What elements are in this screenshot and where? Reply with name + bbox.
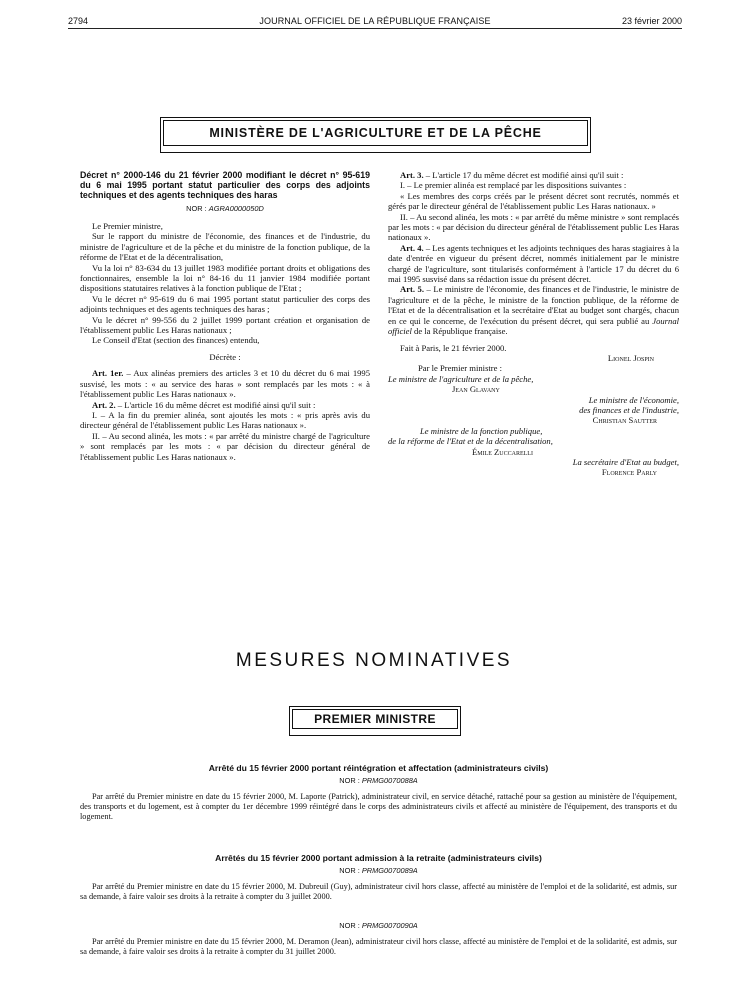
budget-role: La secrétaire d'Etat au budget, — [572, 456, 679, 467]
mesures-heading: MESURES NOMINATIVES — [235, 650, 513, 671]
page-number: 2794 — [68, 16, 89, 26]
done-at: Fait à Paris, le 21 février 2000. — [400, 342, 507, 353]
article-label: Art. 2. — [92, 399, 116, 410]
journal-title: JOURNAL OFFICIEL DE LA RÉPUBLIQUE FRANÇAISE — [259, 16, 491, 26]
arrete-body: Par arrêté du Premier ministre en date du 15 février 2000, M. Laporte (Patrick), administrateur civil, en service détaché, rattaché pour sa gestion au ministère de l'équipement, des transports et du logement, est à compter du 1er décembre 1999 réintégré dans le corps des administrateurs civils et affecté au ministère de l'équipement, des transports et du logement. — [80, 792, 677, 821]
page-header — [68, 12, 682, 28]
arrete-retraite-2 — [80, 918, 677, 957]
nor-code: AGRA0000050D — [208, 203, 264, 213]
eco-role: des finances et de l'industrie, — [579, 404, 679, 415]
article-label: Art. 4. — [400, 242, 424, 253]
fp-role: de la réforme de l'Etat et de la décentralisation, — [388, 436, 553, 447]
decree-nor — [80, 204, 370, 214]
ministry-heading-box — [160, 117, 591, 153]
decree-visa: Sur le rapport du ministre de l'économie, des finances et de l'industrie, du ministre de l'agriculture et de la pêche et du ministre de la fonction publique, de la réforme de l'Etat et de la décentralisation, — [80, 231, 370, 263]
arrete-nor — [80, 921, 677, 931]
arrete-nor — [80, 776, 677, 786]
premier-ministre-heading: PREMIER MINISTRE — [292, 709, 458, 729]
eco-role: Le ministre de l'économie, — [588, 394, 679, 405]
fp-name: Émile Zuccarelli — [472, 446, 533, 457]
ministry-heading: MINISTÈRE DE L'AGRICULTURE ET DE LA PÊCHE — [163, 120, 588, 146]
nor-label: NOR : — [339, 776, 360, 785]
article-1 — [80, 368, 370, 399]
decree-visa: Vu le décret n° 95-619 du 6 mai 1995 portant statut particulier des corps des adjoints techniques et des agents techniques des haras ; — [80, 293, 370, 315]
decree-visa: Vu la loi n° 83-634 du 13 juillet 1983 modifiée portant droits et obligations des fonctionnaires, ensemble la loi n° 84-16 du 11 janvier 1984 modifiée portant dispositions statutaires relatives à la fonction publique de l'Etat ; — [80, 262, 370, 294]
article-text: – L'article 16 du même décret est modifié ainsi qu'il suit : — [115, 399, 316, 410]
nor-code: PRMG0070090A — [361, 921, 418, 930]
article-text: – Aux alinéas premiers des articles 3 et 10 du décret du 6 mai 1995 susvisé, les mots : « au service des haras » sont remplacés par les mots : « à l'établissement public Les Haras nationaux ». — [80, 368, 371, 400]
agri-name: Jean Glavany — [452, 384, 500, 395]
nor-label: NOR : — [186, 203, 207, 213]
nor-label: NOR : — [339, 921, 360, 930]
premier-ministre-box — [289, 706, 461, 736]
article-2 — [80, 400, 370, 410]
arrete-title: Arrêtés du 15 février 2000 portant admission à la retraite (administrateurs civils) — [215, 853, 542, 863]
arrete-reintegration — [80, 763, 677, 822]
arrete-body: Par arrêté du Premier ministre en date du 15 février 2000, M. Deramon (Jean), administrateur civil hors classe, affecté au ministère de l'emploi et de la solidarité, est admis, sur sa demande, à faire valoir ses droits à la retraite à compter du 31 juillet 2000. — [80, 937, 677, 956]
arrete-title: Arrêté du 15 février 2000 portant réintégration et affectation (administrateurs civils) — [208, 763, 549, 773]
nor-label: NOR : — [339, 866, 360, 875]
budget-name: Florence Parly — [601, 467, 657, 478]
article-text: de la République française. — [411, 326, 508, 337]
decree-right-column — [388, 170, 679, 478]
issue-date: 23 février 2000 — [621, 16, 682, 26]
arrete-nor — [80, 866, 677, 876]
article-2-ii: II. – Au second alinéa, les mots : « par arrêté du ministre chargé de l'agriculture » sont remplacés par les mots : « par décision du directeur général de l'établissement public Les Haras nationaux ». — [80, 430, 370, 462]
nor-code: PRMG0070089A — [361, 866, 418, 875]
signature-pm: Lionel Jospin — [607, 352, 654, 363]
article-label: Art. 3. — [400, 170, 424, 180]
article-5 — [388, 284, 679, 336]
article-label: Art. 1er. — [92, 368, 124, 379]
decree-visa: Vu le décret n° 99-556 du 2 juillet 1999 portant création et organisation de l'établissement public Les Haras nationaux ; — [80, 314, 370, 336]
decree-left-column — [80, 170, 370, 462]
eco-name: Christian Sautter — [592, 415, 657, 426]
article-3-quote: « Les membres des corps créés par le présent décret sont recrutés, nommés et gérés par le directeur général de l'établissement public Les Haras nationaux. » — [388, 190, 679, 212]
decree-intro: Le Premier ministre, — [92, 221, 163, 232]
decree-visa: Le Conseil d'Etat (section des finances) entendu, — [92, 335, 260, 346]
article-3-i: I. – Le premier alinéa est remplacé par les dispositions suivantes : — [400, 180, 627, 191]
header-rule — [68, 28, 682, 29]
article-3-ii: II. – Au second alinéa, les mots : « par arrêté du même ministre » sont remplacés par les mots : « par décision du directeur général de l'établissement public Les Haras nationaux ». — [388, 211, 679, 243]
by-pm-label: Par le Premier ministre : — [418, 363, 503, 374]
article-label: Art. 5. — [400, 284, 425, 295]
article-text: – Les agents techniques et les adjoints techniques des haras stagiaires à la date d'entrée en vigueur du présent décret, nommés initialement par le ministre chargé de l'agriculture, sont titularisés conformément à l'article 17 du décret du 6 mai 1995 susvisé dans sa rédaction issue du présent décret. — [388, 242, 680, 285]
article-2-i: I. – A la fin du premier alinéa, sont ajoutés les mots : « pris après avis du directeur général de l'établissement public Les Haras nationaux ». — [80, 409, 370, 431]
agri-role: Le ministre de l'agriculture et de la pêche, — [388, 373, 534, 384]
article-4 — [388, 243, 679, 285]
journal-officiel-ref: Journal officiel — [388, 315, 679, 337]
arrete-body: Par arrêté du Premier ministre en date du 15 février 2000, M. Dubreuil (Guy), administrateur civil hors classe, affecté au ministère de l'emploi et de la solidarité, est admis, sur sa demande, à faire valoir ses droits à la retraite à compter du 3 juillet 2000. — [80, 882, 677, 901]
decrete-label: Décrète : — [209, 351, 241, 362]
nor-code: PRMG0070088A — [361, 776, 418, 785]
article-text: – Le ministre de l'économie, des finances et de l'industrie, le ministre de l'agriculture et de la pêche, le ministre de la fonction publique, de la réforme de l'Etat et de la décentralisation et la secrétaire d'Etat au budget sont chargés, chacun en ce qui le concerne, de l'exécution du présent décret, qui sera publié au — [388, 284, 680, 326]
decree-title: Décret n° 2000-146 du 21 février 2000 modifiant le décret n° 95-619 du 6 mai 1995 portant statut particulier des corps des adjoints techniques et des agents techniques des haras — [80, 170, 370, 201]
fp-role: Le ministre de la fonction publique, — [420, 425, 543, 436]
article-text: – L'article 17 du même décret est modifié ainsi qu'il suit : — [423, 170, 624, 180]
arrete-retraite-1 — [80, 853, 677, 902]
article-3 — [388, 170, 679, 180]
